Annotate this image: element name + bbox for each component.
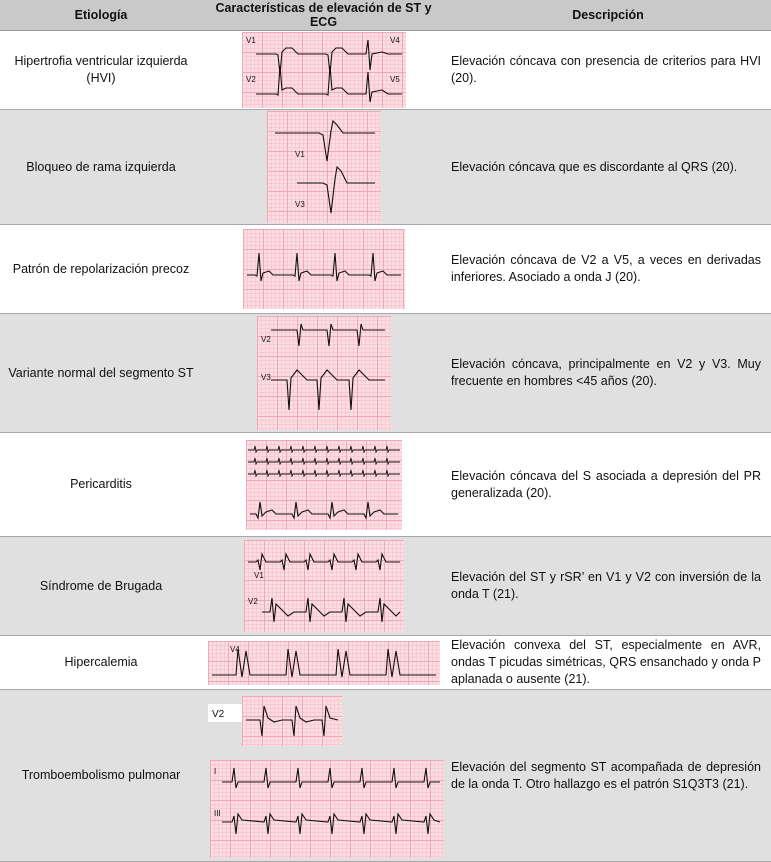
ecg-strip-image bbox=[257, 316, 391, 430]
description-cell: Elevación cóncava que es discordante al QRS (20). bbox=[445, 110, 771, 225]
etiology-cell: Hipertrofia ventricular izquierda (HVI) bbox=[0, 31, 202, 110]
lead-label: V4 bbox=[389, 36, 400, 45]
table-row bbox=[0, 433, 771, 537]
lead-label: I bbox=[214, 767, 217, 776]
ecg-strip-image bbox=[244, 540, 404, 632]
lead-label: V3 bbox=[260, 373, 271, 382]
table-row bbox=[0, 31, 771, 110]
lead-label: V1 bbox=[294, 150, 305, 159]
ecg-cell bbox=[202, 110, 445, 225]
lead-label-box bbox=[208, 704, 242, 722]
ecg-strip-image bbox=[210, 760, 444, 858]
ecg-strip-image bbox=[267, 111, 381, 223]
lead-label: V2 bbox=[212, 709, 225, 720]
table-row bbox=[0, 690, 771, 862]
ecg-cell bbox=[202, 314, 445, 433]
header-ecg-features: Características de elevación de ST y ECG bbox=[202, 0, 445, 31]
description-cell: Elevación del ST y rSR’ en V1 y V2 con inversión de la onda T (21). bbox=[445, 537, 771, 636]
ecg-cell bbox=[202, 31, 445, 110]
etiology-cell: Variante normal del segmento ST bbox=[0, 314, 202, 433]
description-cell: Elevación cóncava de V2 a V5, a veces en derivadas inferiores. Asociado a onda J (20). bbox=[445, 225, 771, 314]
header-description: Descripción bbox=[445, 0, 771, 31]
lead-label: III bbox=[214, 809, 221, 818]
lead-label: V4 bbox=[229, 644, 240, 654]
ecg-strip-image bbox=[242, 32, 406, 108]
etiology-cell: Bloqueo de rama izquierda bbox=[0, 110, 202, 225]
description-cell: Elevación del segmento ST acompañada de depresión de la onda T. Otro hallazgo es el patrón S1Q3T3 (21). bbox=[445, 690, 771, 862]
ecg-cell bbox=[202, 225, 445, 314]
etiology-cell: Patrón de repolarización precoz bbox=[0, 225, 202, 314]
etiology-cell: Pericarditis bbox=[0, 433, 202, 537]
ecg-strip-image bbox=[242, 696, 342, 746]
lead-label: V2 bbox=[247, 597, 258, 606]
lead-label: V1 bbox=[245, 36, 256, 45]
table-row bbox=[0, 314, 771, 433]
ecg-cell bbox=[202, 636, 445, 690]
description-cell: Elevación convexa del ST, especialmente en AVR, ondas T picudas simétricas, QRS ensanchado y onda P aplanada o ausente (21). bbox=[445, 636, 771, 690]
description-cell: Elevación cóncava, principalmente en V2 y V3. Muy frecuente en hombres <45 años (20). bbox=[445, 314, 771, 433]
ecg-strip-image bbox=[208, 641, 440, 685]
table-row bbox=[0, 110, 771, 225]
etiology-cell: Síndrome de Brugada bbox=[0, 537, 202, 636]
lead-label: V3 bbox=[294, 200, 305, 209]
lead-label: V2 bbox=[260, 335, 271, 344]
lead-label: V2 bbox=[245, 75, 256, 84]
table-header-row bbox=[0, 0, 771, 31]
ecg-strip-image bbox=[246, 440, 402, 530]
lead-label: V1 bbox=[253, 571, 264, 580]
header-etiology: Etiología bbox=[0, 0, 202, 31]
description-cell: Elevación cóncava con presencia de criterios para HVI (20). bbox=[445, 31, 771, 110]
lead-label: V5 bbox=[389, 75, 400, 84]
ecg-cell bbox=[202, 433, 445, 537]
ecg-cell bbox=[202, 537, 445, 636]
description-cell: Elevación cóncava del S asociada a depresión del PR generalizada (20). bbox=[445, 433, 771, 537]
etiology-cell: Tromboembolismo pulmonar bbox=[0, 690, 202, 862]
ecg-group bbox=[202, 690, 445, 861]
ecg-strip-image bbox=[243, 229, 405, 309]
ecg-cell bbox=[202, 690, 445, 862]
table-row bbox=[0, 636, 771, 690]
etiology-cell: Hipercalemia bbox=[0, 636, 202, 690]
table-row bbox=[0, 225, 771, 314]
table-row bbox=[0, 537, 771, 636]
